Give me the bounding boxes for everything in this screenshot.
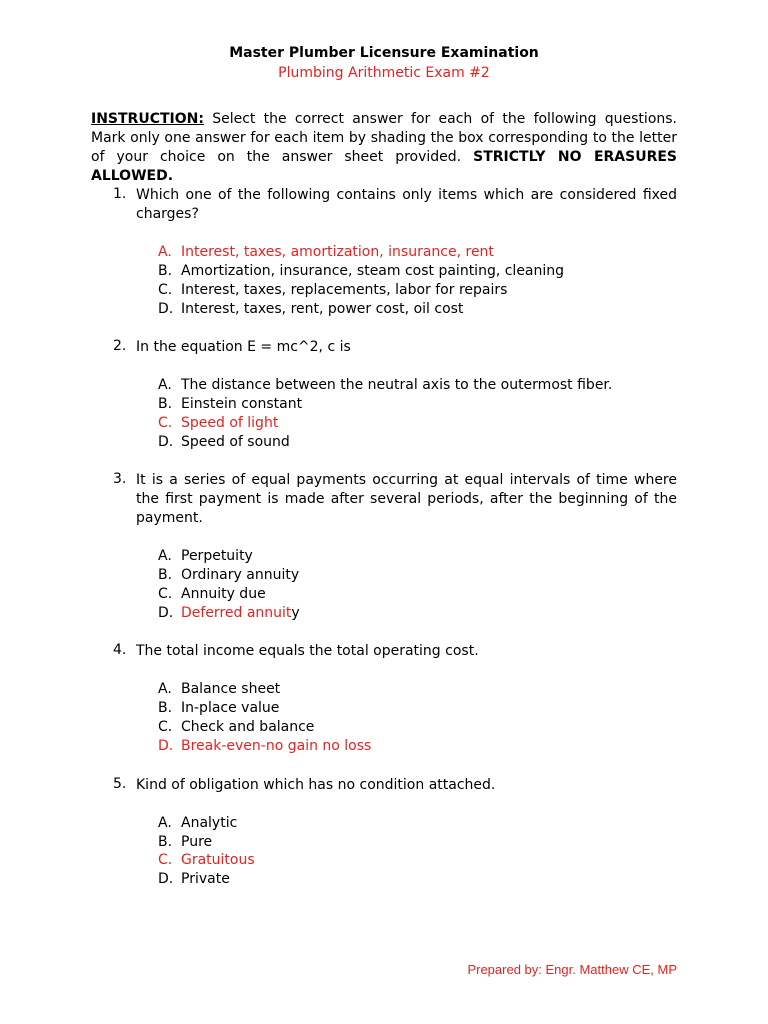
option-letter: A. (158, 244, 172, 260)
option-text: Balance sheet (181, 681, 281, 697)
option-letter: C. (158, 719, 173, 735)
option-letter: B. (158, 700, 173, 716)
option-letter: A. (158, 815, 172, 831)
option-letter: C. (158, 852, 173, 868)
option-text: Private (181, 871, 230, 887)
option-text-answer (181, 604, 300, 623)
option-text: Perpetuity (181, 548, 253, 564)
exam-title: Master Plumber Licensure Examination (229, 45, 539, 61)
question-text: It is a series of equal payments occurring at equal intervals of time where the first payment is made after several periods, after the beginning of the payment. (136, 472, 677, 527)
option-text: Analytic (181, 815, 238, 831)
option-letter: A. (158, 377, 172, 393)
option-letter: B. (158, 263, 173, 279)
option-letter: D. (158, 605, 174, 621)
option-text-answer: Break-even-no gain no loss (181, 738, 372, 754)
option-text: In-place value (181, 700, 280, 716)
question-text: The total income equals the total operating cost. (136, 643, 479, 659)
option-text: Speed of sound (181, 434, 290, 450)
option-text: Einstein constant (181, 396, 303, 412)
option-letter: D. (158, 738, 174, 754)
option-letter: B. (158, 396, 173, 412)
option-letter: D. (158, 434, 174, 450)
instruction-emphasis: STRICTLY NO ERASURES ALLOWED. (91, 149, 678, 184)
question-number: 3. (113, 471, 127, 487)
option-letter: B. (158, 834, 173, 850)
option-letter: C. (158, 415, 173, 431)
option-letter: C. (158, 586, 173, 602)
question-number: 5. (113, 776, 127, 792)
question-number: 2. (113, 338, 127, 354)
option-text: Amortization, insurance, steam cost painting, cleaning (181, 263, 565, 279)
instruction-label: INSTRUCTION: (91, 111, 204, 127)
option-letter: D. (158, 871, 174, 887)
option-letter: A. (158, 548, 172, 564)
option-text-answer-red: Deferred annuit (181, 605, 292, 621)
option-text: Check and balance (181, 719, 315, 735)
option-text-answer: Interest, taxes, amortization, insurance, rent (181, 244, 494, 260)
option-text-answer: Speed of light (181, 415, 279, 431)
option-text: The distance between the neutral axis to the outermost fiber. (181, 377, 613, 393)
question-number: 4. (113, 642, 127, 658)
question-text: Kind of obligation which has no condition attached. (136, 777, 496, 793)
prepared-by-footer: Prepared by: Engr. Matthew CE, MP (467, 962, 677, 977)
option-text: Ordinary annuity (181, 567, 300, 583)
option-text: Interest, taxes, rent, power cost, oil cost (181, 301, 464, 317)
exam-subtitle: Plumbing Arithmetic Exam #2 (278, 65, 490, 81)
option-text: Annuity due (181, 586, 266, 602)
question-text: In the equation E = mc^2, c is (136, 339, 351, 355)
question-text: Which one of the following contains only items which are considered fixed charges? (136, 187, 677, 223)
option-text: Pure (181, 834, 213, 850)
option-letter: B. (158, 567, 173, 583)
option-letter: D. (158, 301, 174, 317)
question-number: 1. (113, 186, 127, 202)
option-text: Interest, taxes, replacements, labor for repairs (181, 282, 508, 298)
option-text-answer-tail: y (291, 605, 300, 621)
option-letter: A. (158, 681, 172, 697)
instruction-text: Select the correct answer for each of the following questions. Mark only one answer for each item by shading the box corresponding to the letter of your choice on the answer sheet provided. (91, 111, 677, 165)
option-letter: C. (158, 282, 173, 298)
instruction-paragraph (91, 110, 677, 186)
option-text-answer: Gratuitous (181, 852, 255, 868)
